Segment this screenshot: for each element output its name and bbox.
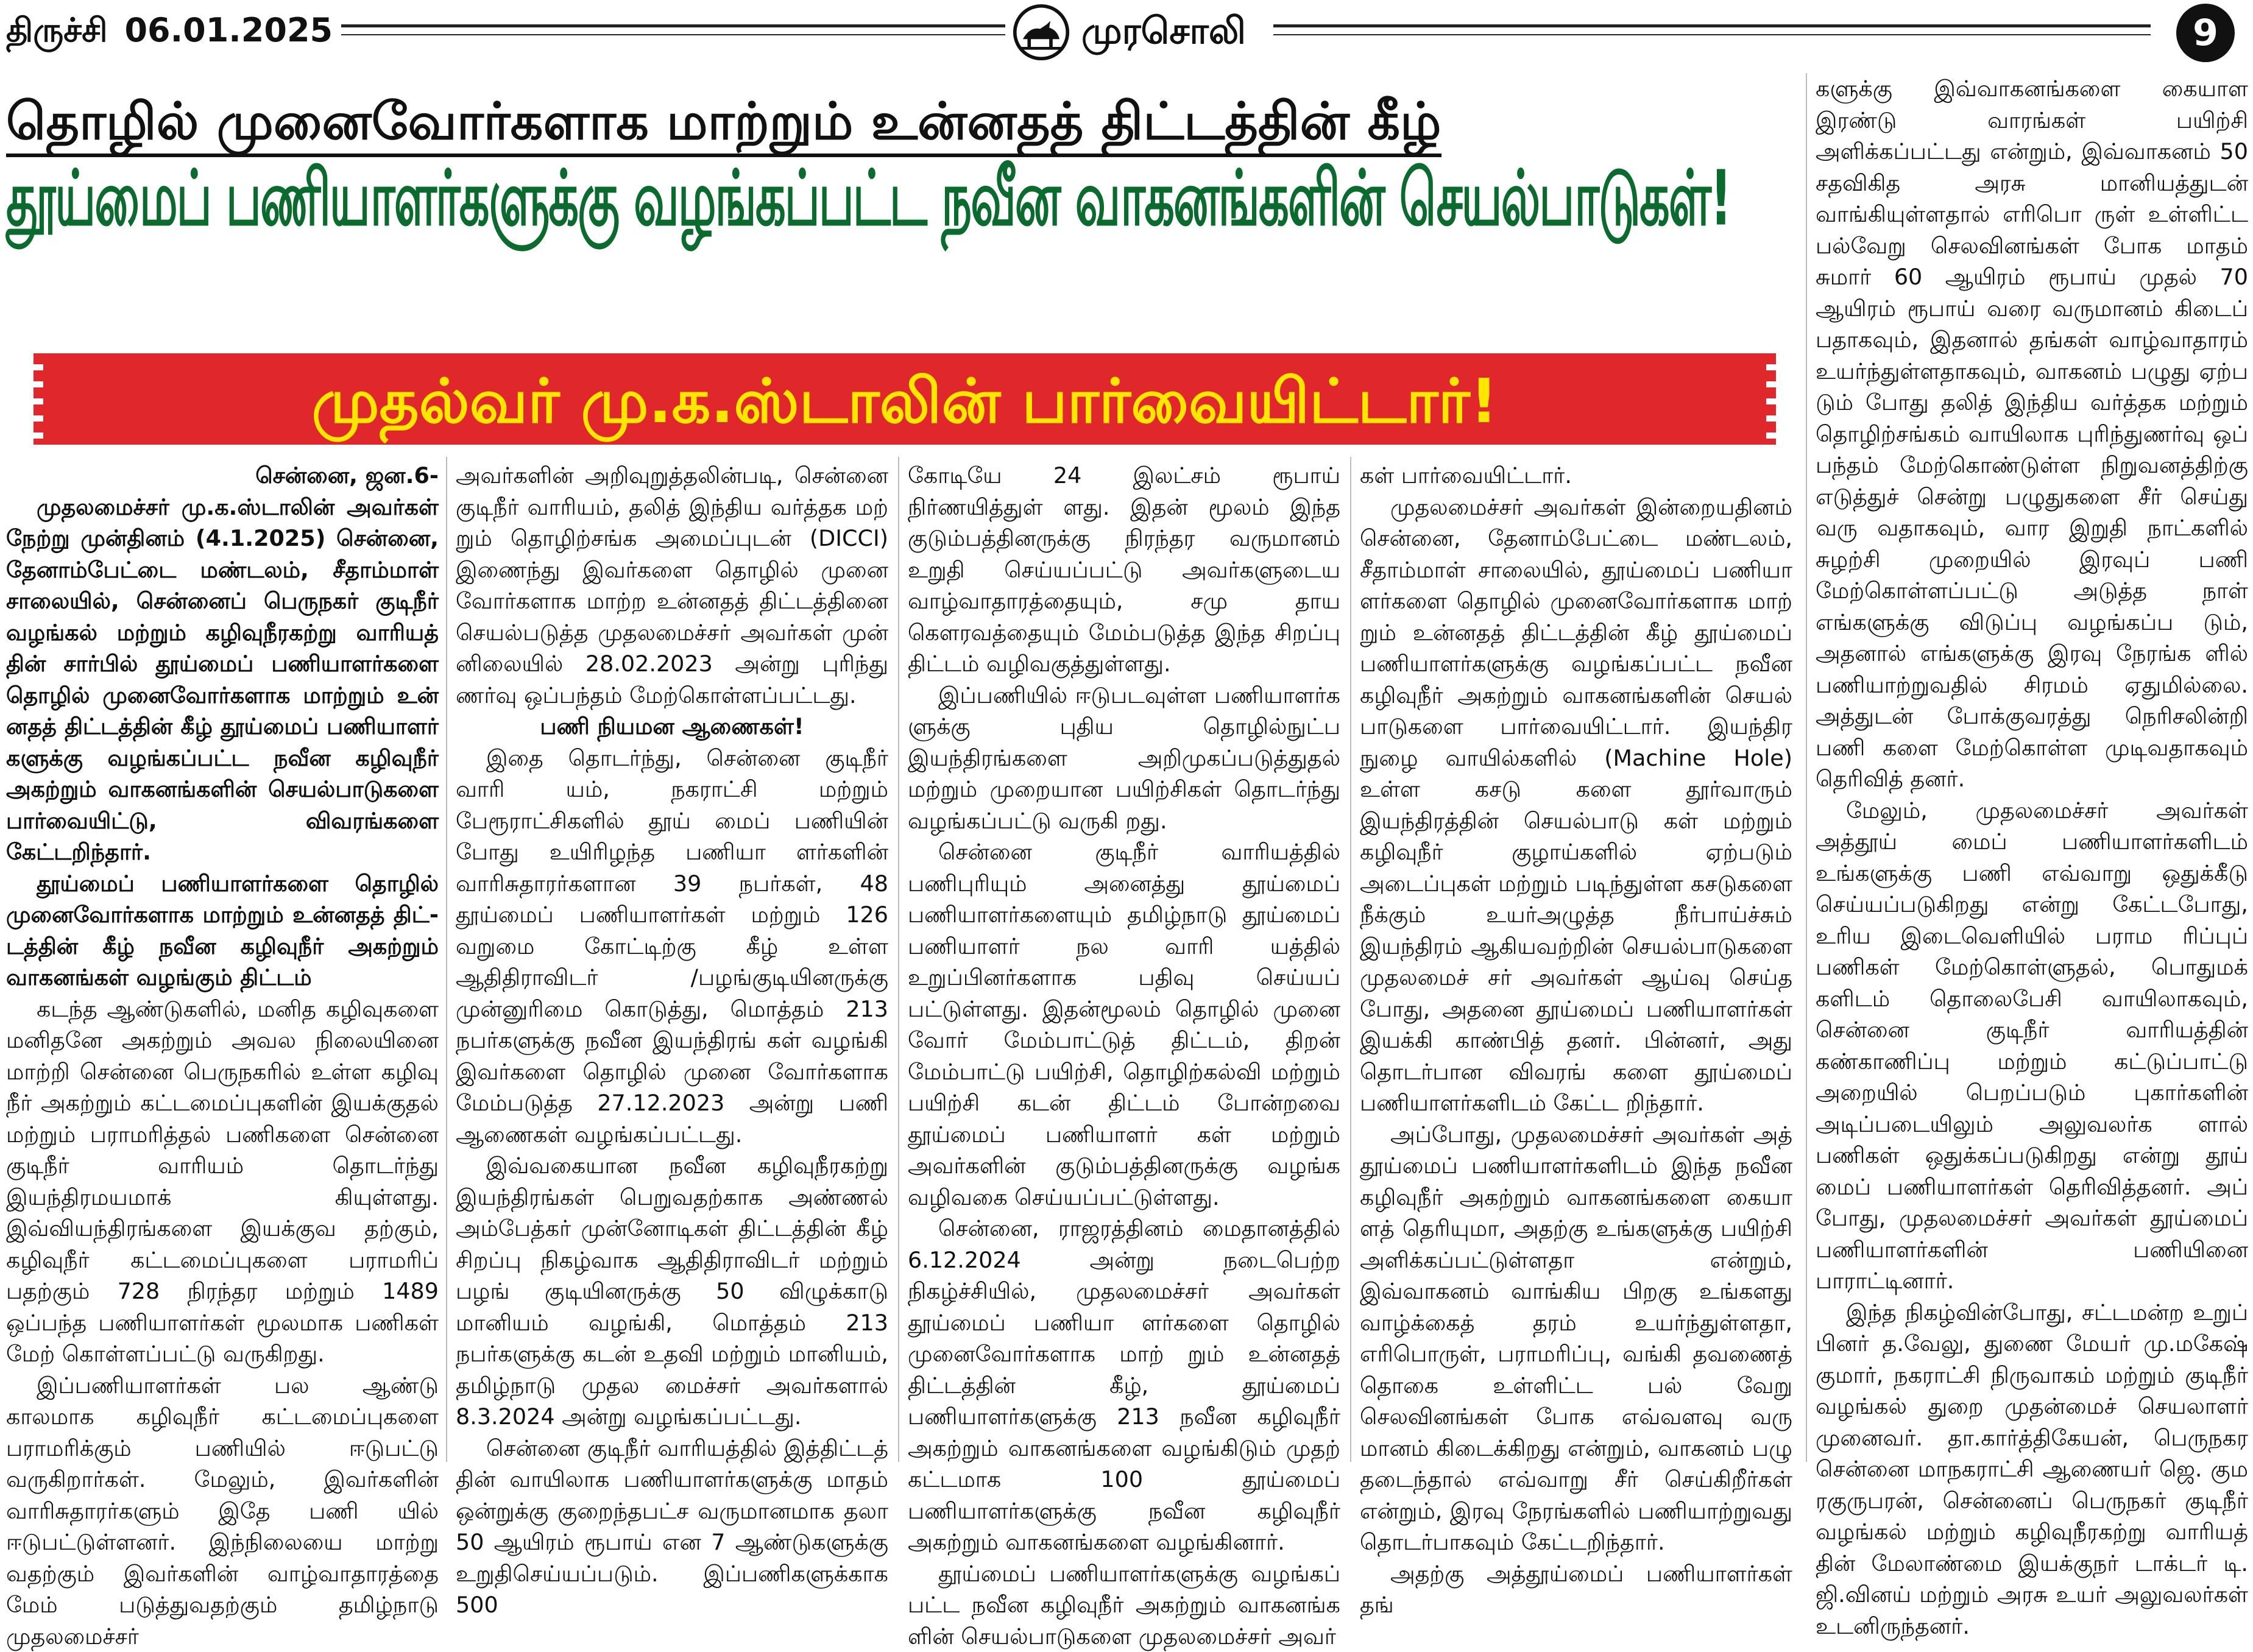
body-paragraph: அவர்களின் அறிவுறுத்தலின்படி, சென்னை குடிநீர் வாரியம், தலித் இந்திய வர்த்தக மற் றும் தொழிற்சங்க அமைப்புடன் (DICCI) இணைந்து இவர்களை தொழில் முனை வோர்களாக மாற்ற உன்னதத் திட்டத்தினை செயல்படுத்த முதலமைச்சர் அவர்கள் முன் னிலையில் 28.02.2023 அன்று புரிந்து ணர்வு ஒப்பந்தம் மேற்கொள்ளப்பட்டது. xyxy=(456,460,888,711)
body-paragraph: கடந்த ஆண்டுகளில், மனித கழிவுகளை மனிதனே அகற்றும் அவல நிலையினை மாற்றி சென்னை பெருநகரில் உள்ள கழிவு நீர் அகற்றும் கட்டமைப்புகளின் இயக்குதல் மற்றும் பராமரித்தல் பணிகளை சென்னை குடிநீர் வாரியம் தொடர்ந்து இயந்திரமயமாக் கியுள்ளது. இவ்வியந்திரங்களை இயக்குவ தற்கும், கழிவுநீர் கட்டமைப்புகளை பராமரிப் பதற்கும் 728 நிரந்தர மற்றும் 1489 ஒப்பந்த பணியாளர்கள் மூலமாக பணிகள் மேற் கொள்ளப்பட்டு வருகிறது. xyxy=(6,994,439,1370)
subheadline-banner xyxy=(34,353,1776,445)
column-4 xyxy=(1360,460,1792,1462)
banner-edge-right xyxy=(1766,353,1776,445)
page-number: 9 xyxy=(2176,4,2235,62)
column-5 xyxy=(1816,73,2248,1462)
body-paragraph: அதற்கு அத்தூய்மைப் பணியாளர்கள் தங் xyxy=(1360,1558,1792,1621)
body-paragraph: சென்னை குடிநீர் வாரியத்தில் பணிபுரியும் அனைத்து தூய்மைப் பணியாளர்களையும் தமிழ்நாடு தூய்மைப் பணியாளர் நல வாரி யத்தில் உறுப்பினர்களாக பதிவு செய்யப் பட்டுள்ளது. இதன்மூலம் தொழில் முனை வோர் மேம்பாட்டுத் திட்டம், திறன் மேம்பாட்டு பயிற்சி, தொழிற்கல்வி மற்றும் பயிற்சி கடன் திட்டம் போன்றவை தூய்மைப் பணியாளர் கள் மற்றும் அவர்களின் குடும்பத்தினருக்கு வழங்க வழிவகை செய்யப்பட்டுள்ளது. xyxy=(908,836,1340,1213)
masthead-rule-left-thin xyxy=(341,34,1005,35)
body-paragraph: கள் பார்வையிட்டார். xyxy=(1360,460,1792,492)
lead-paragraph: முதலமைச்சர் மு.க.ஸ்டாலின் அவர்கள் நேற்று முன்தினம் (4.1.2025) சென்னை, தேனாம்பேட்டை மண்டலம், சீதாம்மாள் சாலையில், சென்னைப் பெருநகர் குடிநீர் வழங்கல் மற்றும் கழிவுநீரகற்று வாரியத் தின் சார்பில் தூய்மைப் பணியாளர்களை தொழில் முனைவோர்களாக மாற்றும் உன் னதத் திட்டத்தின் கீழ் தூய்மைப் பணியாளர் களுக்கு வழங்கப்பட்ட நவீன கழிவுநீர் அகற்றும் வாகனங்களின் செயல்பாடுகளை பார்வையிட்டு, விவரங்களை கேட்டறிந்தார். xyxy=(6,492,439,868)
column-1 xyxy=(6,460,439,1462)
rising-sun-bull-emblem-icon xyxy=(1013,4,1070,61)
column-rule xyxy=(898,457,899,1462)
body-paragraph: மேலும், முதலமைச்சர் அவர்கள் அத்தூய் மைப் பணியாளர்களிடம் உங்களுக்கு பணி எவ்வாறு ஒதுக்கீடு செய்யப்படுகிறது என்று கேட்டபோது, உரிய இடைவெளியில் பராம ரிப்புப் பணிகள் மேற்கொள்ளுதல், பொதுமக் களிடம் தொலைபேசி வாயிலாகவும், சென்னை குடிநீர் வாரியத்தின் கண்காணிப்பு மற்றும் கட்டுப்பாட்டு அறையில் பெறப்படும் புகார்களின் அடிப்படையிலும் அலுவலர்க ளால் பணிகள் ஒதுக்கப்படுகிறது என்று தூய் மைப் பணியாளர்கள் தெரிவித்தனர். அப் போது, முதலமைச்சர் அவர்கள் தூய்மைப் பணியாளர்களின் பணியினை பாராட்டினார். xyxy=(1816,795,2248,1297)
banner-text: முதல்வர் மு.க.ஸ்டாலின் பார்வையிட்டார்! xyxy=(34,365,1776,445)
body-paragraph: முதலமைச்சர் அவர்கள் இன்றையதினம் சென்னை, தேனாம்பேட்டை மண்டலம், சீதாம்மாள் சாலையில், தூய்மைப் பணியா ளர்களை தொழில் முனைவோர்களாக மாற் றும் உன்னதத் திட்டத்தின் கீழ் தூய்மைப் பணியாளர்களுக்கு வழங்கப்பட்ட நவீன கழிவுநீர் அகற்றும் வாகனங்களின் செயல் பாடுகளை பார்வையிட்டார். இயந்திர நுழை வாயில்களில் (Machine Hole) உள்ள கசடு களை தூர்வாரும் இயந்திரத்தின் செயல்பாடு கள் மற்றும் கழிவுநீர் குழாய்களில் ஏற்படும் அடைப்புகள் மற்றும் படிந்துள்ள கசடுகளை நீக்கும் உயர்அழுத்த நீர்பாய்ச்சும் இயந்திரம் ஆகியவற்றின் செயல்பாடுகளை முதலமைச் சர் அவர்கள் ஆய்வு செய்த போது, அதனை தூய்மைப் பணியாளர்கள் இயக்கி காண்பித் தனர். பின்னர், அது தொடர்பான விவரங் களை தூய்மைப் பணியாளர்களிடம் கேட்ட றிந்தார். xyxy=(1360,492,1792,1119)
body-paragraph: சென்னை, ராஜரத்தினம் மைதானத்தில் 6.12.2024 அன்று நடைபெற்ற நிகழ்ச்சியில், முதலமைச்சர் அவர்கள் தூய்மைப் பணியா ளர்களை தொழில் முனைவோர்களாக மாற் றும் உன்னதத் திட்டத்தின் கீழ், தூய்மைப் பணியாளர்களுக்கு 213 நவீன கழிவுநீர் அகற்றும் வாகனங்களை வழங்கிடும் முதற் கட்டமாக 100 தூய்மைப் பணியாளர்களுக்கு நவீன கழிவுநீர் அகற்றும் வாகனங்களை வழங்கினார். xyxy=(908,1213,1340,1558)
body-paragraph: இவ்வகையான நவீன கழிவுநீரகற்று இயந்திரங்கள் பெறுவதற்காக அண்ணல் அம்பேத்கர் முன்னோடிகள் திட்டத்தின் கீழ் சிறப்பு நிகழ்வாக ஆதிதிராவிடர் மற்றும் பழங் குடியினருக்கு 50 விழுக்காடு மானியம் வழங்கி, மொத்தம் 213 நபர்களுக்கு கடன் உதவி மற்றும் மானியம், தமிழ்நாடு முதல மைச்சர் அவர்களால் 8.3.2024 அன்று வழங்கப்பட்டது. xyxy=(456,1150,888,1433)
column-rule xyxy=(446,457,447,1462)
masthead-rule-right xyxy=(1273,24,2151,27)
body-paragraph: சென்னை குடிநீர் வாரியத்தில் இத்திட்டத் தின் வாயிலாக பணியாளர்களுக்கு மாதம் ஒன்றுக்கு குறைந்தபட்ச வருமானமாக தலா 50 ஆயிரம் ரூபாய் என 7 ஆண்டுகளுக்கு உறுதிசெய்யப்படும். இப்பணிகளுக்காக 500 xyxy=(456,1433,888,1621)
body-paragraph: இந்த நிகழ்வின்போது, சட்டமன்ற உறுப் பினர் த.வேலு, துணை மேயர் மு.மகேஷ் குமார், நகராட்சி நிருவாகம் மற்றும் குடிநீர் வழங்கல் துறை முதன்மைச் செயலாளர் முனைவர். தா.கார்த்திகேயன், பெருநகர சென்னை மாநகராட்சி ஆணையர் ஜெ. கும ரகுருபரன், சென்னைப் பெருநகர் குடிநீர் வழங்கல் மற்றும் கழிவுநீரகற்று வாரியத் தின் மேலாண்மை இயக்குநர் டாக்டர் டி. ஜி.வினய் மற்றும் அரசு உயர் அலுவலர்கள் உடனிருந்தனர். xyxy=(1816,1297,2248,1642)
column-2 xyxy=(456,460,888,1462)
body-paragraph: களுக்கு இவ்வாகனங்களை கையாள இரண்டு வாரங்கள் பயிற்சி அளிக்கப்பட்டது என்றும், இவ்வாகனம் 50 சதவிகித அரசு மானியத்துடன் வாங்கியுள்ளதால் எரிபொ ருள் உள்ளிட்ட பல்வேறு செலவினங்கள் போக மாதம் சுமார் 60 ஆயிரம் ரூபாய் முதல் 70 ஆயிரம் ரூபாய் வரை வருமானம் கிடைப் பதாகவும், இதனால் தங்கள் வாழ்வாதாரம் உயர்ந்துள்ளதாகவும், வாகனம் பழுது ஏற்ப டும் போது தலித் இந்திய வர்த்தக மற்றும் தொழிற்சங்கம் வாயிலாக புரிந்துணர்வு ஒப் பந்தம் மேற்கொண்டுள்ள நிறுவனத்திற்கு எடுத்துச் சென்று பழுதுகளை சீர் செய்து வரு வதாகவும், வார இறுதி நாட்களில் சுழற்சி முறையில் இரவுப் பணி மேற்கொள்ளப்பட்டு அடுத்த நாள் எங்களுக்கு விடுப்பு வழங்கப்ப டும், அதனால் எங்களுக்கு இரவு நேரங்க ளில் பணியாற்றுவதில் சிரமம் ஏதுமில்லை. அத்துடன் போக்குவரத்து நெரிசலின்றி பணி களை மேற்கொள்ள முடிவதாகவும் தெரிவித் தனர். xyxy=(1816,73,2248,795)
masthead-rule-left xyxy=(341,24,1005,27)
body-paragraph: இதை தொடர்ந்து, சென்னை குடிநீர் வாரி யம், நகராட்சி மற்றும் பேரூராட்சிகளில் தூய் மைப் பணியின் போது உயிரிழந்த பணியா ளர்களின் வாரிசுதாரர்களான 39 நபர்கள், 48 தூய்மைப் பணியாளர்கள் மற்றும் 126 வறுமை கோட்டிற்கு கீழ் உள்ள ஆதிதிராவிடர் /பழங்குடியினருக்கு முன்னுரிமை கொடுத்து, மொத்தம் 213 நபர்களுக்கு நவீன இயந்திரங் கள் வழங்கி இவர்களை தொழில் முனை வோர்களாக மேம்படுத்த 27.12.2023 அன்று பணி ஆணைகள் வழங்கப்பட்டது. xyxy=(456,743,888,1151)
edition-dateline xyxy=(6,11,350,54)
subhead: பணி நியமன ஆணைகள்! xyxy=(456,711,888,743)
column-3 xyxy=(908,460,1340,1462)
column-rule xyxy=(1350,457,1351,1462)
kicker-text: தொழில் முனைவோர்களாக மாற்றும் உன்னதத் திட்டத்தின் கீழ் xyxy=(6,91,1441,157)
main-headline: தூய்மைப் பணியாளர்களுக்கு வழங்கப்பட்ட நவீன வாகனங்களின் செயல்பாடுகள்! xyxy=(6,155,1809,477)
edition-date: 06.01.2025 xyxy=(124,11,333,49)
body-paragraph: அப்போது, முதலமைச்சர் அவர்கள் அத் தூய்மைப் பணியாளர்களிடம் இந்த நவீன கழிவுநீர் அகற்றும் வாகனங்களை கையா ளத் தெரியுமா, அதற்கு உங்களுக்கு பயிற்சி அளிக்கப்பட்டுள்ளதா என்றும், இவ்வாகனம் வாங்கிய பிறகு உங்களது வாழ்க்கைத் தரம் உயர்ந்துள்ளதா, எரிபொருள், பராமரிப்பு, வங்கி தவணைத் தொகை உள்ளிட்ட பல் வேறு செலவினங்கள் போக எவ்வளவு வரு மானம் கிடைக்கிறது என்றும், வாகனம் பழு தடைந்தால் எவ்வாறு சீர் செய்கிறீர்கள் என்றும், இரவு நேரங்களில் பணியாற்றுவது தொடர்பாகவும் கேட்டறிந்தார். xyxy=(1360,1119,1792,1558)
dateline: சென்னை, ஜன.6- xyxy=(6,460,439,492)
body-paragraph: இப்பணியாளர்கள் பல ஆண்டு காலமாக கழிவுநீர் கட்டமைப்புகளை பராமரிக்கும் பணியில் ஈடுபட்டு வருகிறார்கள். மேலும், இவர்களின் வாரிசுதாரர்களும் இதே பணி யில் ஈடுபட்டுள்ளனர். இந்நிலையை மாற்று வதற்கும் இவர்களின் வாழ்வாதாரத்தை மேம் படுத்துவதற்கும் தமிழ்நாடு முதலமைச்சர் xyxy=(6,1370,439,1652)
masthead xyxy=(0,0,2253,67)
lead-paragraph-2: தூய்மைப் பணியாளர்களை தொழில் முனைவோர்களாக மாற்றும் உன்னதத் திட்- டத்தின் கீழ் நவீன கழிவுநீர் அகற்றும் வாகனங்கள் வழங்கும் திட்டம் xyxy=(6,868,439,994)
column-rule xyxy=(1806,73,1807,1462)
body-paragraph: தூய்மைப் பணியாளர்களுக்கு வழங்கப் பட்ட நவீன கழிவுநீர் அகற்றும் வாகனங்க ளின் செயல்பாடுகளை முதலமைச்சர் அவர் xyxy=(908,1558,1340,1652)
body-paragraph: இப்பணியில் ஈடுபடவுள்ள பணியாளர்க ளுக்கு புதிய தொழில்நுட்ப இயந்திரங்களை அறிமுகப்படுத்துதல் மற்றும் முறையான பயிற்சிகள் தொடர்ந்து வழங்கப்பட்டு வருகி றது. xyxy=(908,680,1340,837)
edition-city: திருச்சி xyxy=(6,11,107,49)
body-paragraph: கோடியே 24 இலட்சம் ரூபாய் நிர்ணயித்துள் ளது. இதன் மூலம் இந்த குடும்பத்தினருக்கு நிரந்தர வருமானம் உறுதி செய்யப்பட்டு அவர்களுடைய வாழ்வாதாரத்தையும், சமு தாய கௌரவத்தையும் மேம்படுத்த இந்த சிறப்பு திட்டம் வழிவகுத்துள்ளது. xyxy=(908,460,1340,680)
masthead-rule-right-thin xyxy=(1273,34,2151,35)
kicker-headline xyxy=(6,91,1584,158)
paper-name: முரசொலி xyxy=(1081,10,1246,57)
